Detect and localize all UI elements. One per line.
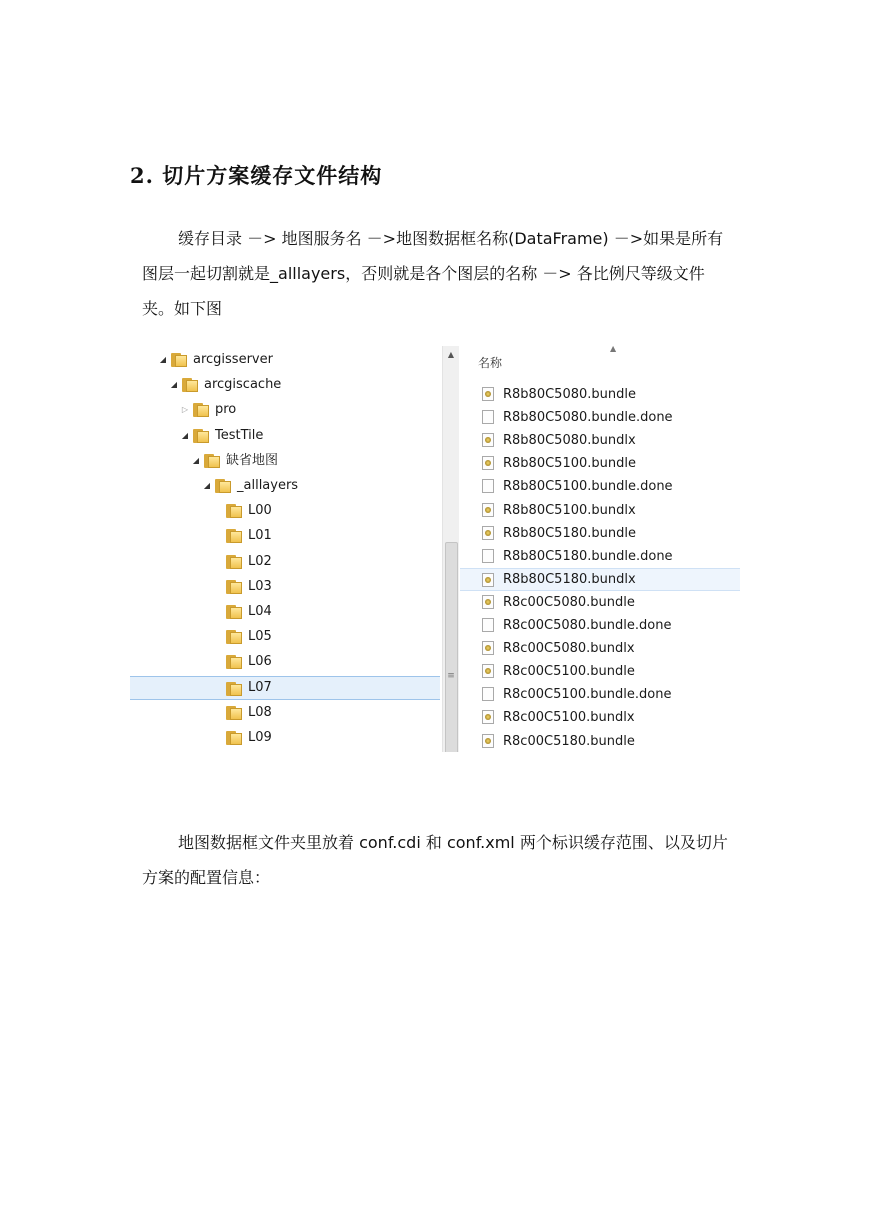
bundle-file-icon bbox=[482, 664, 494, 678]
tree-item-label: L03 bbox=[248, 578, 272, 594]
tree-item[interactable] bbox=[130, 424, 440, 448]
file-row[interactable] bbox=[460, 475, 740, 498]
para2-segment: conf.cdi bbox=[359, 833, 421, 852]
folder-icon bbox=[193, 429, 209, 443]
tree-item-label: L06 bbox=[248, 654, 272, 670]
folder-icon bbox=[226, 605, 242, 619]
bundle-file-icon bbox=[482, 526, 494, 540]
conf-paragraph bbox=[142, 825, 732, 895]
tree-item[interactable] bbox=[130, 650, 440, 674]
bundle-file-icon bbox=[482, 387, 494, 401]
para2-segment: 两个标识缓存范围、以及切片方案的配置信息： bbox=[142, 833, 728, 887]
folder-icon bbox=[226, 731, 242, 745]
file-list bbox=[460, 346, 740, 752]
file-row[interactable] bbox=[460, 660, 740, 683]
blank-file-icon bbox=[482, 618, 494, 632]
file-row[interactable] bbox=[460, 683, 740, 706]
para1-segment: ，否则就是各个图层的名称 －> 各比例尺等级文件夹。如下图 bbox=[142, 264, 705, 318]
folder-icon bbox=[171, 353, 187, 367]
tree-item[interactable] bbox=[130, 726, 440, 750]
tree-item-label: L04 bbox=[248, 604, 272, 619]
folder-icon bbox=[226, 529, 242, 543]
expanded-arrow-icon[interactable]: ◢ bbox=[192, 455, 200, 465]
file-row[interactable] bbox=[460, 452, 740, 475]
file-row[interactable] bbox=[460, 637, 740, 660]
folder-icon bbox=[226, 655, 242, 669]
tree-item[interactable] bbox=[130, 550, 440, 574]
tree-scrollbar[interactable] bbox=[442, 346, 459, 752]
section-heading: 2. 切片方案缓存文件结构 bbox=[130, 163, 383, 188]
folder-icon bbox=[182, 378, 198, 392]
intro-paragraph bbox=[142, 221, 732, 326]
scroll-up-arrow-icon[interactable]: ▲ bbox=[447, 350, 455, 359]
blank-file-icon bbox=[482, 410, 494, 424]
sort-ascending-icon: ▲ bbox=[610, 346, 617, 353]
tree-item-label: TestTile bbox=[215, 427, 264, 443]
bundle-file-icon bbox=[482, 433, 494, 447]
file-name: R8b80C5180.bundle bbox=[503, 525, 636, 541]
folder-icon bbox=[215, 479, 231, 493]
file-name: R8c00C5080.bundle.done bbox=[503, 618, 672, 633]
file-row[interactable] bbox=[460, 730, 740, 753]
file-name: R8b80C5180.bundlx bbox=[503, 571, 636, 587]
bundle-file-icon bbox=[482, 595, 494, 609]
file-name: R8b80C5080.bundlx bbox=[503, 433, 636, 449]
file-row[interactable] bbox=[460, 706, 740, 729]
para2-segment: 地图数据框文件夹里放着 bbox=[178, 833, 360, 852]
para1-segment: _alllayers bbox=[270, 264, 346, 283]
tree-item-label: arcgiscache bbox=[204, 377, 282, 393]
tree-item[interactable] bbox=[130, 348, 440, 372]
tree-item-label: L01 bbox=[248, 528, 272, 544]
tree-item-label: L00 bbox=[248, 503, 272, 519]
blank-file-icon bbox=[482, 687, 494, 701]
tree-item[interactable] bbox=[130, 600, 440, 624]
tree-item[interactable] bbox=[130, 625, 440, 649]
folder-icon bbox=[204, 454, 220, 468]
file-name: R8b80C5180.bundle.done bbox=[503, 548, 673, 564]
folder-icon bbox=[226, 630, 242, 644]
bundle-file-icon bbox=[482, 456, 494, 470]
file-name: R8c00C5180.bundle bbox=[503, 733, 635, 749]
tree-item-label: L09 bbox=[248, 730, 272, 745]
file-row[interactable] bbox=[460, 406, 740, 429]
tree-item[interactable] bbox=[130, 701, 440, 725]
tree-item[interactable] bbox=[130, 398, 440, 422]
bundle-file-icon bbox=[482, 734, 494, 748]
folder-icon bbox=[226, 555, 242, 569]
tree-item[interactable] bbox=[130, 676, 440, 700]
scroll-thumb[interactable] bbox=[445, 542, 458, 752]
expanded-arrow-icon[interactable]: ◢ bbox=[170, 380, 178, 390]
bundle-file-icon bbox=[482, 710, 494, 724]
folder-icon bbox=[226, 580, 242, 594]
file-name: R8c00C5080.bundle bbox=[503, 594, 635, 610]
bundle-file-icon bbox=[482, 573, 494, 587]
blank-file-icon bbox=[482, 479, 494, 493]
tree-item[interactable] bbox=[130, 373, 440, 397]
tree-item[interactable] bbox=[130, 575, 440, 599]
expanded-arrow-icon[interactable]: ◢ bbox=[203, 481, 211, 490]
file-name: R8b80C5080.bundle bbox=[503, 387, 636, 402]
tree-item-label: L02 bbox=[248, 553, 272, 569]
folder-icon bbox=[226, 706, 242, 720]
tree-item-label: arcgisserver bbox=[193, 352, 273, 367]
file-name: R8b80C5100.bundlx bbox=[503, 502, 636, 518]
para2-segment: 和 bbox=[420, 833, 447, 852]
file-row[interactable] bbox=[460, 429, 740, 452]
blank-file-icon bbox=[482, 549, 494, 563]
bundle-file-icon bbox=[482, 641, 494, 655]
name-column-header[interactable] bbox=[478, 354, 502, 371]
file-row[interactable] bbox=[460, 522, 740, 545]
file-row[interactable] bbox=[460, 383, 740, 406]
file-row[interactable] bbox=[460, 499, 740, 522]
file-row[interactable] bbox=[460, 545, 740, 568]
file-name: R8b80C5100.bundle bbox=[503, 456, 636, 472]
explorer-screenshot bbox=[130, 346, 740, 752]
tree-item[interactable] bbox=[130, 524, 440, 548]
para1-segment: 缓存目录 －> 地图服务名 －>地图数据框名称 bbox=[178, 229, 509, 248]
para1-segment: －>如果是所有图层一起切割就是 bbox=[142, 229, 724, 283]
file-name: R8c00C5100.bundle bbox=[503, 664, 635, 680]
bundle-file-icon bbox=[482, 503, 494, 517]
file-name: R8b80C5080.bundle.done bbox=[503, 410, 673, 426]
file-name: R8c00C5080.bundlx bbox=[503, 641, 635, 657]
para1-segment: (DataFrame) bbox=[508, 229, 609, 248]
file-name: R8b80C5100.bundle.done bbox=[503, 479, 673, 495]
para2-segment: conf.xml bbox=[446, 833, 515, 852]
file-name: R8c00C5100.bundlx bbox=[503, 710, 635, 726]
tree-item[interactable] bbox=[130, 474, 440, 498]
folder-icon bbox=[226, 682, 242, 696]
folder-tree bbox=[130, 346, 442, 752]
tree-item-label: pro bbox=[215, 402, 237, 418]
folder-icon bbox=[226, 504, 242, 518]
file-name: R8c00C5100.bundle.done bbox=[503, 687, 672, 703]
tree-item[interactable] bbox=[130, 449, 440, 473]
scroll-grip-icon: ≡ bbox=[447, 671, 455, 681]
name-column-label: 名称 bbox=[478, 356, 503, 370]
tree-item-label: L07 bbox=[248, 679, 272, 695]
file-row[interactable] bbox=[460, 614, 740, 637]
expanded-arrow-icon[interactable]: ◢ bbox=[181, 430, 189, 440]
expanded-arrow-icon[interactable]: ◢ bbox=[159, 355, 167, 364]
collapsed-arrow-icon[interactable]: ▷ bbox=[181, 405, 189, 415]
folder-icon bbox=[193, 403, 209, 417]
tree-item-label: 缺省地图 bbox=[226, 452, 279, 468]
tree-item-label: L08 bbox=[248, 704, 272, 720]
tree-item-label: L05 bbox=[248, 629, 272, 645]
file-row[interactable] bbox=[460, 591, 740, 614]
tree-item[interactable] bbox=[130, 499, 440, 523]
tree-item-label: _alllayers bbox=[237, 478, 299, 493]
file-row[interactable] bbox=[460, 568, 740, 591]
